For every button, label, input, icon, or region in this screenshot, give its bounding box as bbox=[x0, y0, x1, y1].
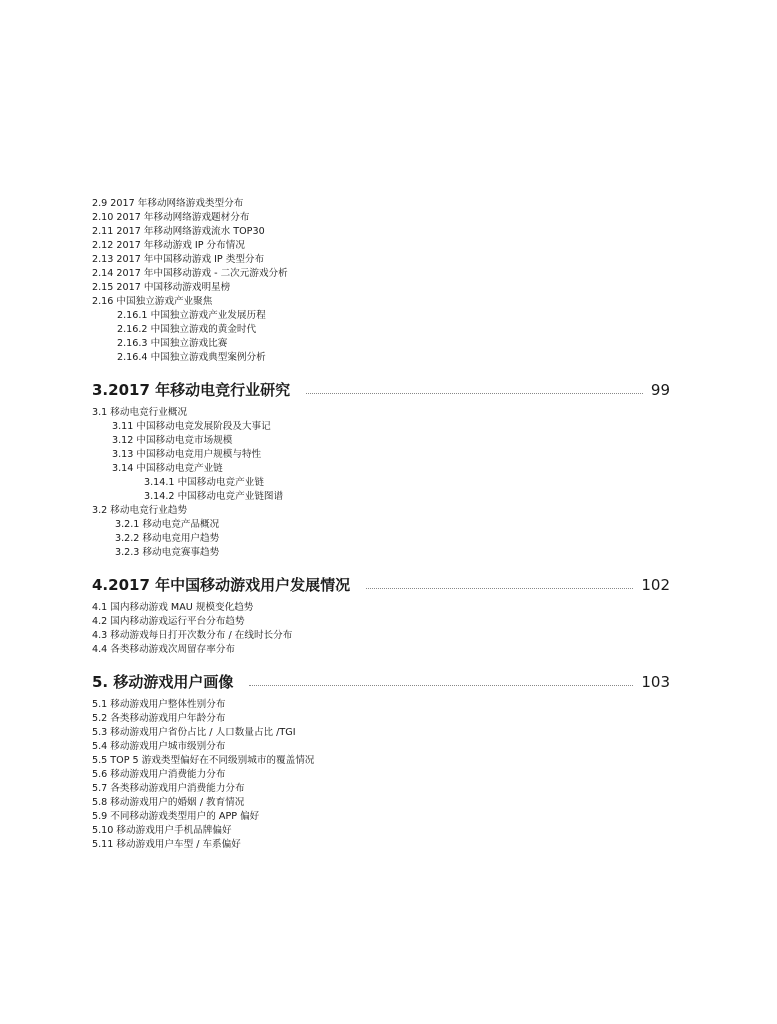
section-title: 4.2017 年中国移动游戏用户发展情况 bbox=[92, 576, 351, 594]
toc-entry[interactable]: 5.6 移动游戏用户消费能力分布 bbox=[92, 769, 226, 780]
toc-entry[interactable]: 5.2 各类移动游戏用户年龄分布 bbox=[92, 713, 226, 724]
toc-entry[interactable]: 4.2 国内移动游戏运行平台分布趋势 bbox=[92, 616, 245, 627]
toc-group-chapter-4 bbox=[92, 601, 292, 657]
toc-entry[interactable]: 5.9 不同移动游戏类型用户的 APP 偏好 bbox=[92, 811, 260, 822]
toc-entry[interactable]: 5.1 移动游戏用户整体性别分布 bbox=[92, 699, 226, 710]
toc-entry[interactable]: 2.16 中国独立游戏产业聚焦 bbox=[92, 296, 213, 307]
toc-entry[interactable]: 2.14 2017 年中国移动游戏 - 二次元游戏分析 bbox=[92, 268, 288, 279]
toc-entry[interactable]: 2.13 2017 年中国移动游戏 IP 类型分布 bbox=[92, 254, 265, 265]
dotted-leader bbox=[366, 588, 633, 589]
dotted-leader bbox=[249, 685, 633, 686]
toc-group-chapter-3 bbox=[92, 406, 283, 560]
section-title: 3.2017 年移动电竞行业研究 bbox=[92, 381, 291, 399]
section-title: 5. 移动游戏用户画像 bbox=[92, 673, 234, 691]
toc-entry[interactable]: 5.3 移动游戏用户省份占比 / 人口数量占比 /TGI bbox=[92, 727, 296, 738]
toc-entry[interactable]: 4.4 各类移动游戏次周留存率分布 bbox=[92, 644, 236, 655]
toc-entry[interactable]: 2.16.4 中国独立游戏典型案例分析 bbox=[117, 352, 266, 363]
toc-entry[interactable]: 3.2 移动电竞行业趋势 bbox=[92, 505, 188, 516]
toc-entry[interactable]: 3.2.1 移动电竞产品概况 bbox=[115, 519, 220, 530]
page-number: 103 bbox=[641, 673, 670, 691]
toc-group-chapter-5 bbox=[92, 698, 314, 852]
toc-entry[interactable]: 3.11 中国移动电竞发展阶段及大事记 bbox=[112, 421, 271, 432]
toc-entry[interactable]: 2.9 2017 年移动网络游戏类型分布 bbox=[92, 198, 244, 209]
dotted-leader bbox=[306, 393, 643, 394]
toc-entry[interactable]: 2.16.1 中国独立游戏产业发展历程 bbox=[117, 310, 266, 321]
toc-entry[interactable]: 2.10 2017 年移动网络游戏题材分布 bbox=[92, 212, 250, 223]
toc-entry[interactable]: 5.4 移动游戏用户城市级别分布 bbox=[92, 741, 226, 752]
toc-entry[interactable]: 3.14.1 中国移动电竞产业链 bbox=[144, 477, 264, 488]
toc-entry[interactable]: 4.3 移动游戏每日打开次数分布 / 在线时长分布 bbox=[92, 630, 293, 641]
toc-entry[interactable]: 3.12 中国移动电竞市场规模 bbox=[112, 435, 233, 446]
page-number: 102 bbox=[641, 576, 670, 594]
toc-entry[interactable]: 3.2.3 移动电竞赛事趋势 bbox=[115, 547, 220, 558]
toc-heading-section-4[interactable] bbox=[92, 571, 670, 595]
toc-entry[interactable]: 5.8 移动游戏用户的婚姻 / 教育情况 bbox=[92, 797, 245, 808]
toc-entry[interactable]: 3.14.2 中国移动电竞产业链图谱 bbox=[144, 491, 284, 502]
toc-group-chapter-2 bbox=[92, 197, 288, 365]
toc-entry[interactable]: 3.1 移动电竞行业概况 bbox=[92, 407, 188, 418]
toc-entry[interactable]: 4.1 国内移动游戏 MAU 规模变化趋势 bbox=[92, 602, 254, 613]
toc-entry[interactable]: 2.16.2 中国独立游戏的黄金时代 bbox=[117, 324, 257, 335]
toc-entry[interactable]: 5.5 TOP 5 游戏类型偏好在不同级别城市的覆盖情况 bbox=[92, 755, 315, 766]
toc-heading-section-5[interactable] bbox=[92, 668, 670, 692]
toc-entry[interactable]: 2.11 2017 年移动网络游戏流水 TOP30 bbox=[92, 226, 265, 237]
toc-heading-section-3[interactable] bbox=[92, 376, 670, 400]
toc-entry[interactable]: 3.13 中国移动电竞用户规模与特性 bbox=[112, 449, 262, 460]
toc-entry[interactable]: 3.2.2 移动电竞用户趋势 bbox=[115, 533, 220, 544]
toc-entry[interactable]: 2.12 2017 年移动游戏 IP 分布情况 bbox=[92, 240, 245, 251]
toc-entry[interactable]: 5.11 移动游戏用户车型 / 车系偏好 bbox=[92, 839, 241, 850]
toc-entry[interactable]: 2.15 2017 中国移动游戏明星榜 bbox=[92, 282, 231, 293]
toc-entry[interactable]: 5.7 各类移动游戏用户消费能力分布 bbox=[92, 783, 245, 794]
page-number: 99 bbox=[650, 381, 670, 399]
toc-entry[interactable]: 3.14 中国移动电竞产业链 bbox=[112, 463, 223, 474]
toc-entry[interactable]: 5.10 移动游戏用户手机品牌偏好 bbox=[92, 825, 232, 836]
toc-entry[interactable]: 2.16.3 中国独立游戏比赛 bbox=[117, 338, 228, 349]
